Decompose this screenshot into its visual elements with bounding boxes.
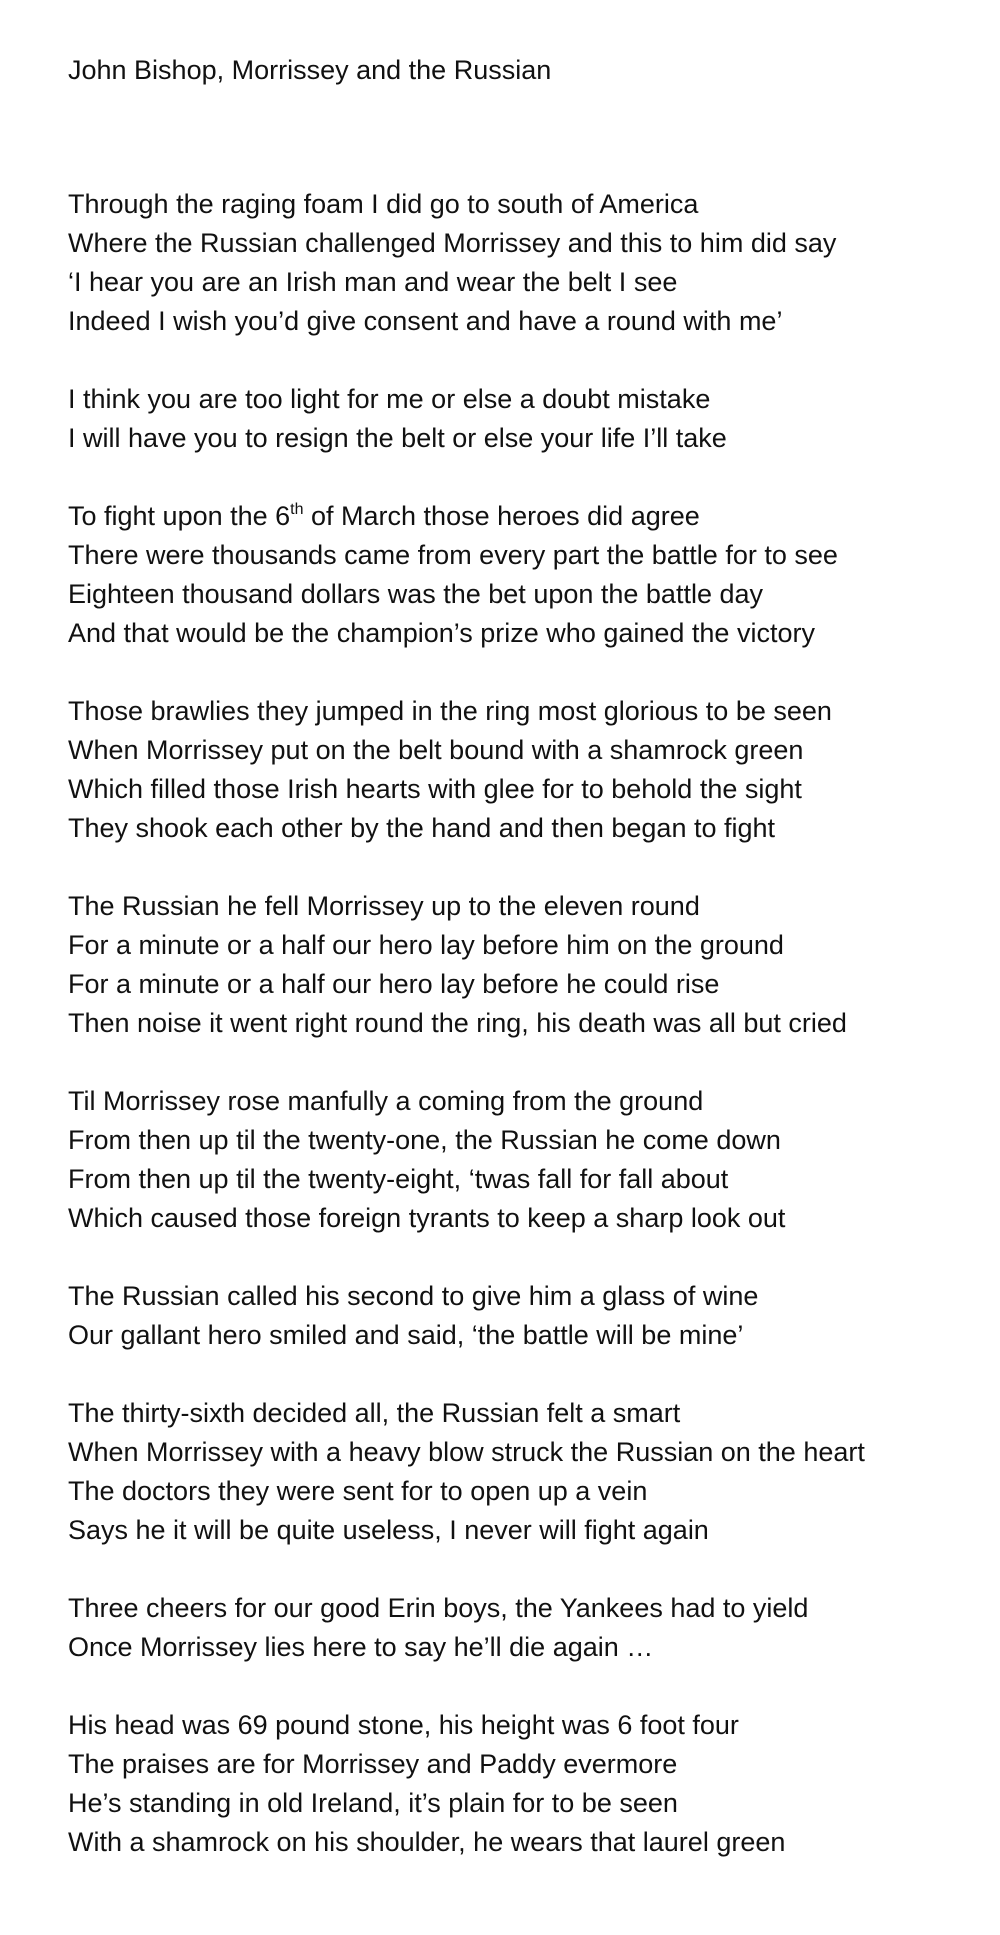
stanza-10 (68, 1706, 968, 1862)
poem-line: Those brawlies they jumped in the ring most glorious to be seen (68, 696, 832, 726)
poem-line: I will have you to resign the belt or else your life I’ll take (68, 423, 727, 453)
stanza-5 (68, 887, 968, 1043)
poem-line: Which caused those foreign tyrants to keep a sharp look out (68, 1203, 786, 1233)
poem-line: I think you are too light for me or else a doubt mistake (68, 384, 711, 414)
stanza-2 (68, 380, 968, 458)
poem-line: With a shamrock on his shoulder, he wears that laurel green (68, 1827, 786, 1857)
poem-title: John Bishop, Morrissey and the Russian (68, 55, 552, 85)
ordinal-superscript: th (290, 501, 304, 518)
stanza-7 (68, 1277, 968, 1355)
poem-line: The doctors they were sent for to open up a vein (68, 1476, 648, 1506)
poem-line: Through the raging foam I did go to south of America (68, 189, 699, 219)
poem-line: Three cheers for our good Erin boys, the Yankees had to yield (68, 1593, 809, 1623)
poem-line: From then up til the twenty-one, the Russian he come down (68, 1125, 781, 1155)
stanza-9 (68, 1589, 968, 1667)
poem-line: From then up til the twenty-eight, ‘twas fall for fall about (68, 1164, 729, 1194)
poem-line: Once Morrissey lies here to say he’ll die again … (68, 1632, 654, 1662)
poem-line: When Morrissey with a heavy blow struck the Russian on the heart (68, 1437, 865, 1467)
stanza-1 (68, 185, 968, 341)
poem-line: Til Morrissey rose manfully a coming from the ground (68, 1086, 704, 1116)
poem-line: Our gallant hero smiled and said, ‘the battle will be mine’ (68, 1320, 744, 1350)
poem-line: And that would be the champion’s prize who gained the victory (68, 618, 815, 648)
poem-line: His head was 69 pound stone, his height was 6 foot four (68, 1710, 739, 1740)
line-text: To fight upon the 6 (68, 501, 291, 531)
poem-line: When Morrissey put on the belt bound with a shamrock green (68, 735, 804, 765)
poem-line: There were thousands came from every part the battle for to see (68, 540, 838, 570)
poem-line: The Russian called his second to give him a glass of wine (68, 1281, 759, 1311)
poem-line: Where the Russian challenged Morrissey and this to him did say (68, 228, 837, 258)
stanza-3 (68, 497, 968, 653)
poem-line: Says he it will be quite useless, I never will fight again (68, 1515, 709, 1545)
poem-line: The praises are for Morrissey and Paddy evermore (68, 1749, 678, 1779)
poem-line: He’s standing in old Ireland, it’s plain for to be seen (68, 1788, 678, 1818)
poem-line: For a minute or a half our hero lay before he could rise (68, 969, 720, 999)
document-page (68, 50, 968, 1901)
poem-line (68, 497, 968, 536)
stanza-6 (68, 1082, 968, 1238)
poem-line: For a minute or a half our hero lay before him on the ground (68, 930, 784, 960)
poem-line: ‘I hear you are an Irish man and wear the belt I see (68, 267, 678, 297)
poem-line: The Russian he fell Morrissey up to the eleven round (68, 891, 700, 921)
line-text: of March those heroes did agree (303, 501, 700, 531)
poem-line: They shook each other by the hand and then began to fight (68, 813, 776, 843)
poem-line: Eighteen thousand dollars was the bet upon the battle day (68, 579, 763, 609)
stanza-8 (68, 1394, 968, 1550)
poem-line: Which filled those Irish hearts with glee for to behold the sight (68, 774, 802, 804)
poem-line: The thirty-sixth decided all, the Russian felt a smart (68, 1398, 681, 1428)
stanza-4 (68, 692, 968, 848)
poem-line: Indeed I wish you’d give consent and have a round with me’ (68, 306, 783, 336)
poem-line: Then noise it went right round the ring, his death was all but cried (68, 1008, 847, 1038)
